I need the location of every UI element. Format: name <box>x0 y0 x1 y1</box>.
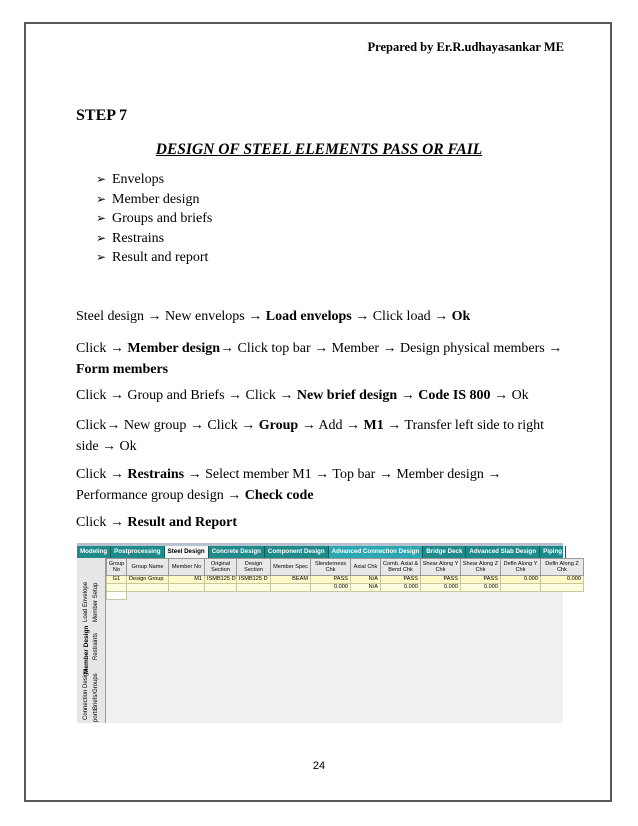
column-header[interactable]: Original Section <box>205 559 237 576</box>
column-header[interactable]: Defln Along Z Chk <box>541 559 584 576</box>
table-cell[interactable]: 0.000 <box>461 584 501 592</box>
table-cell[interactable] <box>205 584 237 592</box>
list-item: ➢ Member design <box>96 190 212 210</box>
table-cell <box>107 592 127 600</box>
column-header[interactable]: Defln Along Y Chk <box>501 559 541 576</box>
table-header-row <box>107 559 584 576</box>
instruction-paragraph: Click → Result and Report <box>76 515 238 530</box>
vertical-tab-strip <box>77 558 106 723</box>
vtab-load-envelope[interactable]: Load Envelope <box>83 581 89 622</box>
column-header[interactable]: Group Name <box>127 559 169 576</box>
ribbon-tab-bar <box>77 546 563 558</box>
table-cell[interactable] <box>127 584 169 592</box>
column-header[interactable]: Design Section <box>237 559 271 576</box>
tab-bridge-deck[interactable]: Bridge Deck <box>423 546 466 558</box>
table-cell[interactable]: PASS <box>311 576 351 584</box>
list-item: ➢ Groups and briefs <box>96 209 212 229</box>
column-header[interactable]: Member No <box>169 559 205 576</box>
tab-advanced-connection-design[interactable]: Advanced Connection Design <box>329 546 424 558</box>
instruction-paragraph: Click → Group and Briefs → Click → New brief design → Code IS 800 → Ok <box>76 388 529 403</box>
vtab-briefs-groups[interactable]: Briefs/Groups <box>93 673 99 710</box>
column-header[interactable]: Slenderness Chk <box>311 559 351 576</box>
table-cell[interactable]: PASS <box>381 576 421 584</box>
step-title: STEP 7 <box>76 107 128 124</box>
list-item: ➢ Restrains <box>96 229 212 249</box>
vtab-member-setup[interactable]: Member Setup <box>93 582 99 622</box>
arrow-bullet-icon: ➢ <box>96 230 107 245</box>
vtab-connection-design[interactable]: Connection Design <box>83 669 89 720</box>
vtab-reports[interactable]: ports <box>93 708 99 722</box>
list-item: ➢ Envelops <box>96 170 212 190</box>
arrow-bullet-icon: ➢ <box>96 191 107 206</box>
table-cell[interactable]: 0.000 <box>311 584 351 592</box>
arrow-bullet-icon: ➢ <box>96 211 107 226</box>
table-cell[interactable]: PASS <box>461 576 501 584</box>
table-cell[interactable]: ISMB125 D <box>237 576 271 584</box>
instruction-paragraph: Click → Member design→ Click top bar → Member → Design physical members → Form members <box>76 341 563 377</box>
column-header[interactable]: Comb. Axial & Bend Chk <box>381 559 421 576</box>
instruction-paragraph: Steel design → New envelops → Load envelops → Click load → Ok <box>76 309 471 324</box>
table-cell[interactable]: M1 <box>169 576 205 584</box>
column-header[interactable]: Group No <box>107 559 127 576</box>
table-cell[interactable] <box>107 584 127 592</box>
list-item: ➢ Result and report <box>96 248 212 268</box>
table-cell[interactable]: 0.000 <box>501 576 541 584</box>
table-cell[interactable]: ISMB125 D <box>205 576 237 584</box>
table-cell[interactable]: G1 <box>107 576 127 584</box>
table-cell[interactable] <box>271 584 311 592</box>
software-screenshot <box>77 543 581 723</box>
table-cell[interactable]: N/A <box>351 576 381 584</box>
column-header[interactable]: Shear Along Y Chk <box>421 559 461 576</box>
table-cell[interactable]: PASS <box>421 576 461 584</box>
column-header[interactable]: Axial Chk <box>351 559 381 576</box>
table-cell[interactable] <box>169 584 205 592</box>
instruction-paragraph: Click→ New group → Click → Group → Add → M1 → Transfer left side to right side → Ok <box>76 418 544 454</box>
arrow-bullet-icon: ➢ <box>96 172 107 186</box>
column-header[interactable]: Shear Along Z Chk <box>461 559 501 576</box>
table-cell[interactable] <box>501 584 541 592</box>
table-cell[interactable]: 0.000 <box>541 576 584 584</box>
table-cell[interactable]: Design Group <box>127 576 169 584</box>
tab-postprocessing[interactable]: Postprocessing <box>111 546 164 558</box>
table-empty-area <box>127 592 584 600</box>
instruction-paragraph: Click → Restrains → Select member M1 → Top bar → Member design → Performance group design → Check code <box>76 467 502 503</box>
table-row[interactable] <box>107 584 584 592</box>
tab-steel-design[interactable]: Steel Design <box>165 546 209 558</box>
table-cell[interactable]: 0.000 <box>421 584 461 592</box>
tab-piping[interactable]: Piping <box>540 546 566 558</box>
table-row <box>107 592 584 600</box>
table-cell[interactable]: BEAM <box>271 576 311 584</box>
tab-advanced-slab-design[interactable]: Advanced Slab Design <box>466 546 540 558</box>
table-cell[interactable] <box>237 584 271 592</box>
bullet-list <box>96 170 212 268</box>
vtab-member-design[interactable]: Member Design <box>83 625 90 674</box>
arrow-bullet-icon: ➢ <box>96 250 107 265</box>
design-results-grid <box>106 558 581 600</box>
page-number: 24 <box>312 760 326 772</box>
tab-concrete-design[interactable]: Concrete Design <box>209 546 265 558</box>
column-header[interactable]: Member Spec <box>271 559 311 576</box>
table-cell[interactable] <box>541 584 584 592</box>
tab-component-design[interactable]: Component Design <box>265 546 329 558</box>
section-heading: DESIGN OF STEEL ELEMENTS PASS OR FAIL <box>155 141 483 158</box>
table-cell[interactable]: 0.000 <box>381 584 421 592</box>
prepared-by-header: Prepared by Er.R.udhayasankar ME <box>367 40 564 54</box>
table-cell[interactable]: N/A <box>351 584 381 592</box>
table-row[interactable] <box>107 576 584 584</box>
tab-modeling[interactable]: Modeling <box>77 546 111 558</box>
vtab-restraints[interactable]: Restraints <box>93 632 99 660</box>
